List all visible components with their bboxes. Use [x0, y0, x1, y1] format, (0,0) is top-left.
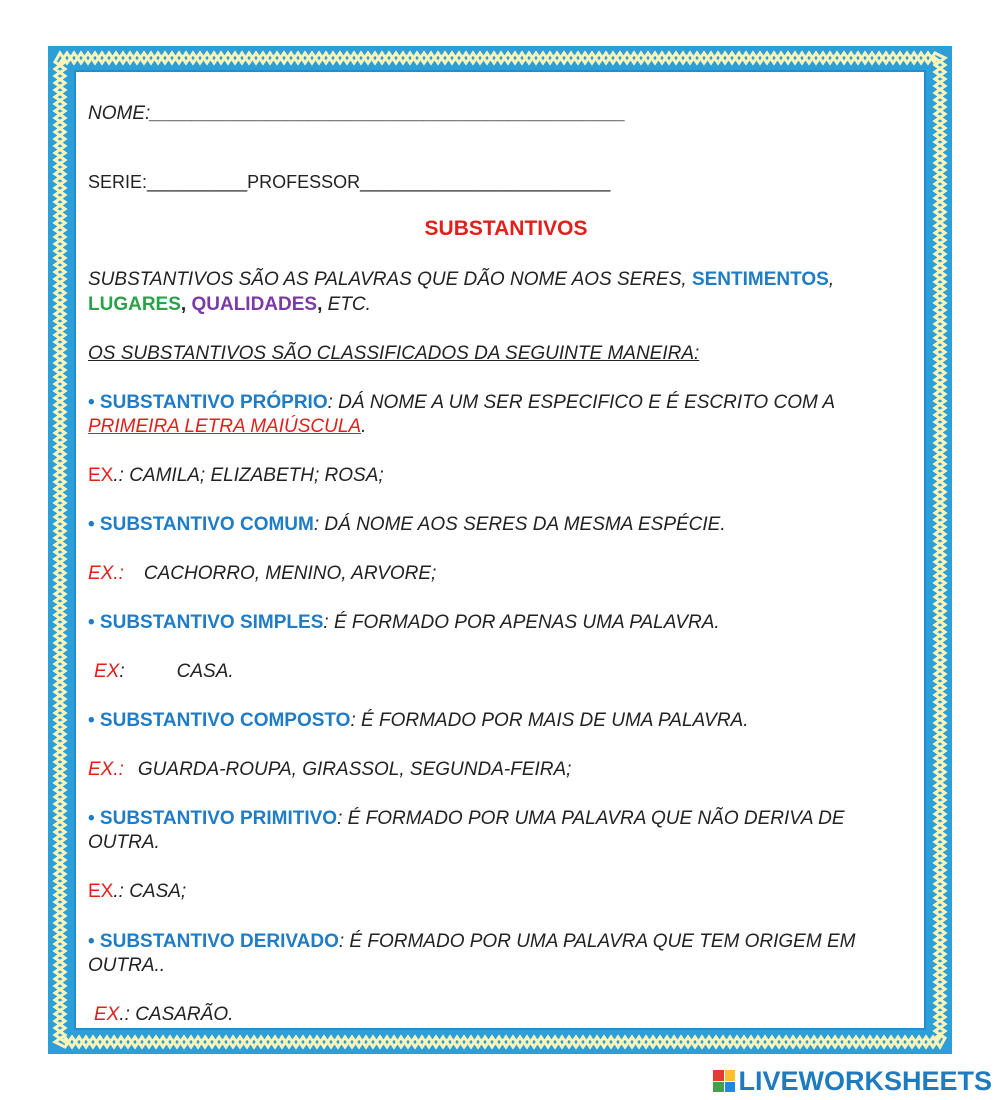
intro-text: SUBSTANTIVOS SÃO AS PALAVRAS QUE DÃO NOME AOS SERES,: [88, 269, 692, 290]
example-text: CACHORRO, MENINO, ARVORE;: [143, 563, 437, 584]
page-title: SUBSTANTIVOS: [424, 217, 588, 240]
example-proprio: [88, 464, 924, 488]
item-derivado-text: : É FORMADO POR UMA PALAVRA QUE TEM ORIGEM EM OUTRA..: [88, 931, 856, 976]
intro-lugares: LUGARES: [88, 294, 181, 315]
serie-blank[interactable]: __________: [147, 172, 248, 192]
intro-sentimentos: SENTIMENTOS: [691, 269, 829, 290]
item-primitivo-label: • SUBSTANTIVO PRIMITIVO: [88, 808, 338, 829]
intro-etc: ETC.: [327, 294, 371, 315]
example-text: GUARDA-ROUPA, GIRASSOL, SEGUNDA-FEIRA;: [137, 759, 572, 780]
example-composto: [88, 758, 924, 782]
intro-sep: ,: [317, 294, 328, 315]
item-simples-text: : É FORMADO POR APENAS UMA PALAVRA.: [323, 612, 720, 633]
intro-line-2: [88, 293, 924, 317]
item-proprio-text: : DÁ NOME A UM SER ESPECIFICO E É ESCRITO COM A: [327, 392, 836, 413]
example-label: EX: [94, 661, 120, 682]
item-composto-text: : É FORMADO POR MAIS DE UMA PALAVRA.: [350, 710, 749, 731]
item-derivado: [88, 930, 910, 978]
item-composto-label: • SUBSTANTIVO COMPOSTO: [88, 710, 351, 731]
example-label: EX: [88, 465, 114, 486]
name-label: NOME:: [88, 103, 151, 124]
decorative-border: [48, 46, 952, 1054]
name-blank[interactable]: _____________________________________________: [150, 103, 626, 124]
brand-name: LIVEWORKSHEETS: [738, 1065, 992, 1096]
item-proprio-label: • SUBSTANTIVO PRÓPRIO: [88, 392, 328, 413]
item-proprio-highlight: PRIMEIRA LETRA MAIÚSCULA: [88, 416, 362, 437]
name-field-row: [88, 102, 924, 126]
liveworksheets-logo-icon: [713, 1070, 735, 1092]
intro-sep: ,: [180, 294, 192, 315]
worksheet-content: [88, 72, 924, 1028]
example-label: EX.:: [88, 563, 124, 584]
classification-heading: OS SUBSTANTIVOS SÃO CLASSIFICADOS DA SEGUINTE MANEIRA:: [88, 343, 700, 364]
item-comum-text: : DÁ NOME AOS SERES DA MESMA ESPÉCIE.: [313, 514, 726, 535]
professor-blank[interactable]: _________________________: [360, 172, 611, 192]
intro-sep: ,: [828, 269, 835, 290]
item-composto: [88, 709, 924, 733]
example-text: .: CASARÃO.: [119, 1004, 234, 1025]
example-comum: [88, 562, 924, 586]
example-text: .: CASA;: [113, 881, 187, 902]
example-primitivo: [88, 880, 924, 904]
example-derivado: [94, 1003, 924, 1027]
item-proprio: [88, 391, 924, 415]
intro-line-1: [88, 268, 924, 292]
intro-qualidades: QUALIDADES: [191, 294, 318, 315]
item-simples-label: • SUBSTANTIVO SIMPLES: [88, 612, 324, 633]
item-comum-label: • SUBSTANTIVO COMUM: [88, 514, 314, 535]
item-proprio-cont: [88, 415, 924, 439]
item-simples: [88, 611, 924, 635]
example-label: EX: [94, 1004, 120, 1025]
example-simples: [94, 660, 924, 684]
example-sep: :: [119, 661, 125, 682]
serie-label: SERIE:: [88, 172, 148, 192]
item-primitivo-text: : É FORMADO POR UMA PALAVRA QUE NÃO DERIVA DE OUTRA.: [88, 808, 845, 853]
worksheet-panel: [74, 70, 926, 1030]
item-comum: [88, 513, 924, 537]
example-text: .: CAMILA; ELIZABETH; ROSA;: [113, 465, 384, 486]
example-text: CASA.: [176, 661, 234, 682]
item-proprio-end: .: [361, 416, 367, 437]
liveworksheets-brand[interactable]: [713, 1066, 992, 1096]
example-label: EX.:: [88, 759, 124, 780]
professor-label: PROFESSOR: [247, 172, 361, 192]
serie-professor-row: [88, 170, 924, 194]
item-primitivo: [88, 807, 910, 855]
item-derivado-label: • SUBSTANTIVO DERIVADO: [88, 931, 339, 952]
example-label: EX: [88, 881, 114, 902]
